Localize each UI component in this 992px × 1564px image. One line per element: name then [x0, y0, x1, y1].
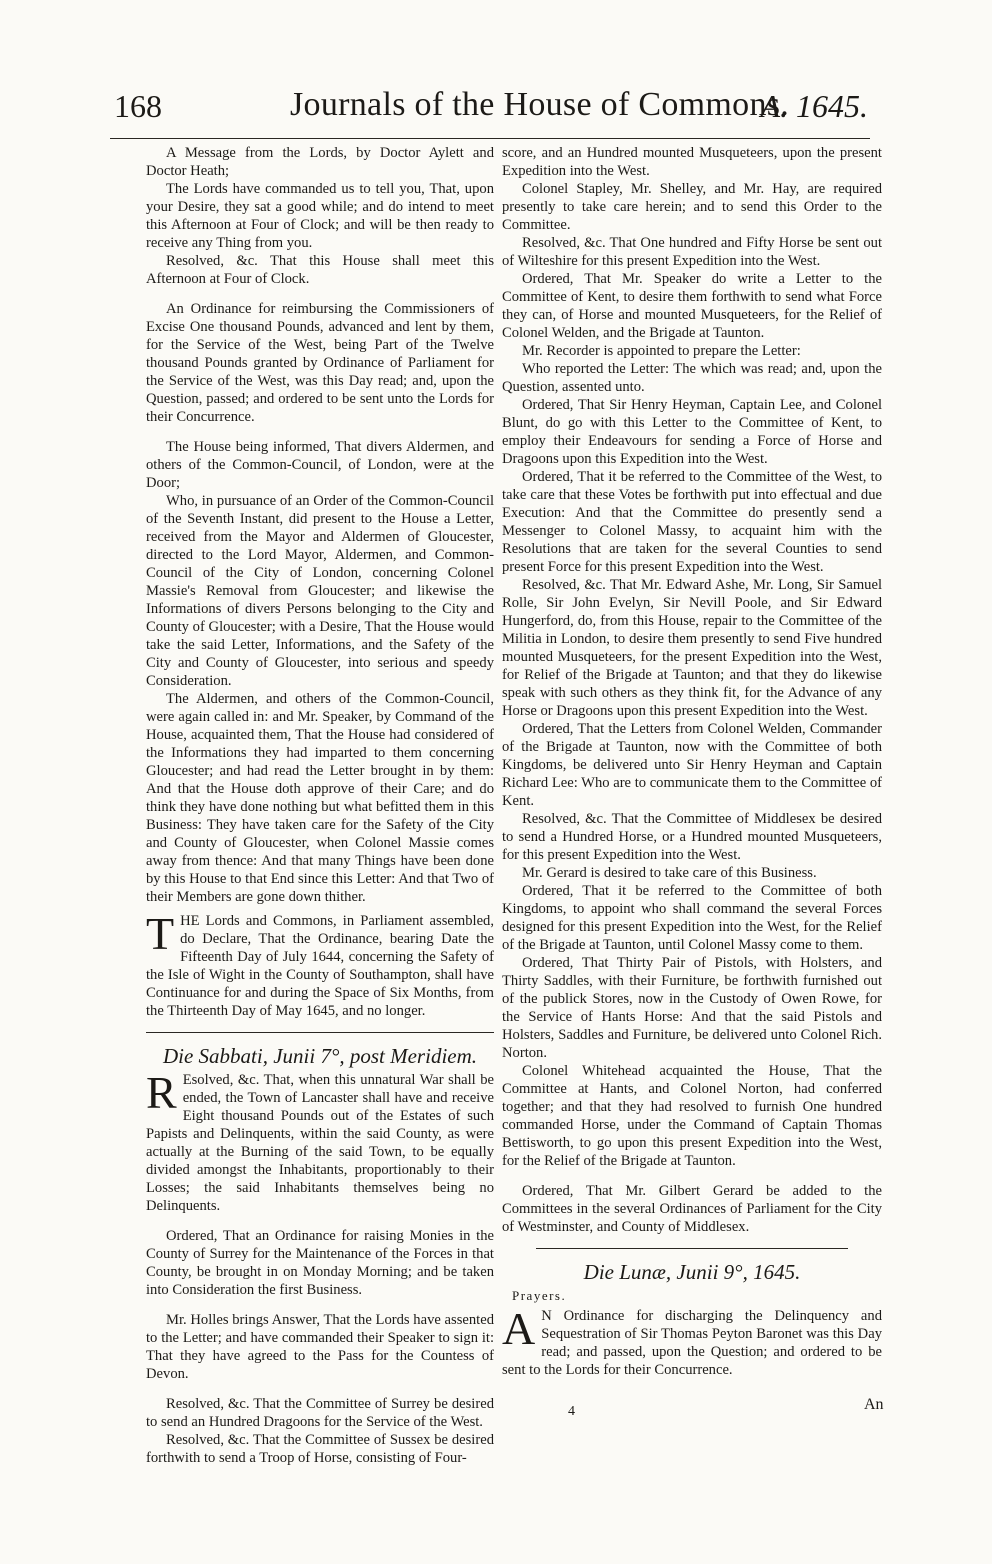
declaration-text: HE Lords and Commons, in Parliament assembled, do Declare, That the Ordinance, bearing Date the Fifteenth Day of July 1644, concerning the Safety of the Isle of Wight in the County of Southampton, shall have Continuance for and during the Space of Six Months, from the Thirteenth Day of May 1645, and no longer.	[146, 913, 494, 1019]
paragraph: Mr. Recorder is appointed to prepare the Letter:	[522, 343, 801, 359]
section-heading: Die Lunæ, Junii 9°, 1645.	[583, 1260, 801, 1284]
declaration-paragraph	[146, 908, 494, 1020]
paragraph: Ordered, That Mr. Speaker do write a Letter to the Committee of Kent, to desire them forthwith to send what Force they can, of Horse and mounted Musqueteers, for the Relief of Colonel Welden, and the Brigade at Taunton.	[502, 271, 882, 341]
paragraph: Ordered, That it be referred to the Committee of the West, to take care that these Votes be forthwith put into effectual and due Execution: And that the Committee do presently send a Messenger to Colonel Massy, to acquaint him with the Resolutions that are taken for the several Counties to send present Force for this present Expedition into the West.	[502, 469, 882, 575]
paragraph: The Aldermen, and others of the Common-Council, were again called in: and Mr. Speaker, by Command of the House, acquainted them, That the House had considered of the Informations they had imparted to them concerning Gloucester; and had read the Letter brought in by them: And that the House doth approve of their Care; and do think they have done nothing but what befitted them in this Business: They have taken care for the Safety of the City and County of Gloucester, when Colonel Massie comes away from thence: And that many Things have been done by this House to that End since this Letter: And that Two of their Members are gone down thither.	[146, 691, 494, 905]
paragraph: Ordered, That it be referred to the Committee of both Kingdoms, to appoint who shall command the several Forces designed for this present Expedition into the West, for the Relief of the Brigade at Taunton, until Colonel Massy come to them.	[502, 883, 882, 953]
drop-cap: R	[146, 1067, 177, 1118]
paragraph: Resolved, &c. That the Committee of Surrey be desired to send an Hundred Dragoons for the Service of the West.	[146, 1396, 494, 1430]
right-column	[502, 144, 882, 1379]
paragraph: Ordered, That Thirty Pair of Pistols, with Holsters, and Thirty Saddles, with their Furniture, be forthwith furnished out of the publick Stores, now in the Custody of Owen Rowe, for the Service of Hants Horse: And that the said Pistols and Holsters, Saddles and Furniture, be delivered unto Colonel Rich. Norton.	[502, 955, 882, 1061]
ordinance-text: N Ordinance for discharging the Delinquency and Sequestration of Sir Thomas Peyton Baronet was this Day read; and passed, upon the Question; and ordered to be sent to the Lords for their Concurrence.	[502, 1308, 882, 1378]
left-column	[146, 144, 494, 1467]
resolution-text: Esolved, &c. That, when this unnatural War shall be ended, the Town of Lancaster shall have and receive Eight thousand Pounds out of the Estates of such Papists and Delinquents, within the said County, as were actually at the Burning of the said Town, to be equally divided amongst the Inhabitants, proportionably to their Losses; the said Inhabitants themselves being no Delinquents.	[146, 1072, 494, 1214]
paragraph: Who, in pursuance of an Order of the Common-Council of the Seventh Instant, did present to the House a Letter, received from the Mayor and Aldermen of Gloucester, directed to the Lord Mayor, Aldermen, and Common-Council of the City of London, concerning Colonel Massie's Removal from Gloucester; and likewise the Informations of divers Persons belonging to the City and County of Gloucester; with a Desire, That the House would take the said Letter, Informations, and the Safety of the City and County of Gloucester, into serious and speedy Consideration.	[146, 493, 494, 689]
prayers-label: Prayers.	[512, 1288, 567, 1303]
ordinance-paragraph	[502, 1303, 882, 1379]
section-divider	[146, 1032, 494, 1033]
resolution-paragraph	[146, 1067, 494, 1215]
paragraph: Resolved, &c. That this House shall meet this Afternoon at Four of Clock.	[146, 253, 494, 287]
paragraph: Mr. Holles brings Answer, That the Lords have assented to the Letter; and have commanded their Speaker to sign it: That they have agreed to the Pass for the Countess of Devon.	[146, 1312, 494, 1382]
catchword: An	[864, 1396, 884, 1413]
paragraph: Resolved, &c. That One hundred and Fifty Horse be sent out of Wilteshire for this present Expedition into the West.	[502, 235, 882, 269]
paragraph: score, and an Hundred mounted Musqueteers, upon the present Expedition into the West.	[502, 145, 882, 179]
drop-cap: T	[146, 908, 175, 959]
paragraph: The House being informed, That divers Aldermen, and others of the Common-Council, of London, were at the Door;	[146, 439, 494, 491]
signature-mark: 4	[568, 1404, 575, 1419]
page-number: 168	[114, 88, 162, 124]
paragraph: The Lords have commanded us to tell you, That, upon your Desire, they sat a good while; and do intend to meet this Afternoon at Four of Clock; and will be then ready to receive any Thing from you.	[146, 181, 494, 251]
paragraph: Resolved, &c. That the Committee of Middlesex be desired to send a Hundred Horse, or a Hundred mounted Musqueteers, for this present Expedition into the West.	[502, 811, 882, 863]
paragraph: Resolved, &c. That Mr. Edward Ashe, Mr. Long, Sir Samuel Rolle, Sir John Evelyn, Sir Nevill Poole, and Sir Edward Hungerford, do, from this House, repair to the Committee of the Militia in London, to desire them presently to send Five hundred mounted Musqueteers, for the present Expedition into the West, for Relief of the Brigade at Taunton; and that they do likewise speak with such others as they think fit, for the Advance of any Horse or Dragoons upon this present Expedition into the West.	[502, 577, 882, 719]
drop-cap: A	[502, 1303, 536, 1354]
paragraph: A Message from the Lords, by Doctor Aylett and Doctor Heath;	[146, 145, 494, 179]
paragraph: Resolved, &c. That the Committee of Sussex be desired forthwith to send a Troop of Horse, consisting of Four-	[146, 1432, 494, 1466]
section-heading: Die Sabbati, Junii 7°, post Meridiem.	[162, 1044, 478, 1068]
running-title: Journals of the House of Commons.	[290, 86, 790, 123]
paragraph: Colonel Whitehead acquainted the House, That the Committee at Hants, and Colonel Norton, had conferred together; and that they had resolved to furnish One hundred commanded Horse, under the Command of Captain Thomas Bettisworth, to go upon this present Expedition into the West, for the Relief of the Brigade at Taunton.	[502, 1063, 882, 1169]
paragraph: Ordered, That Mr. Gilbert Gerard be added to the Committees in the several Ordinances of Parliament for the City of Westminster, and County of Middlesex.	[502, 1183, 882, 1235]
section-divider	[536, 1248, 848, 1249]
paragraph: Who reported the Letter: The which was read; and, upon the Question, assented unto.	[502, 361, 882, 395]
paragraph: Ordered, That Sir Henry Heyman, Captain Lee, and Colonel Blunt, do go with this Letter to the Committee of Kent, to employ their Endeavours for sending a Force of Horse and Dragoons upon this Expedition into the West.	[502, 397, 882, 467]
paragraph: Ordered, That an Ordinance for raising Monies in the County of Surrey for the Maintenance of the Forces in that County, be brought in on Monday Morning; and be taken into Consideration the first Business.	[146, 1228, 494, 1298]
running-year: A. 1645.	[760, 88, 868, 124]
paragraph: An Ordinance for reimbursing the Commissioners of Excise One thousand Pounds, advanced and lent by them, for the Service of the West, being Part of the Twelve thousand Pounds granted by Ordinance of Parliament for the Service of the West, was this Day read; and, upon the Question, passed; and ordered to be sent unto the Lords for their Concurrence.	[146, 301, 494, 425]
paragraph: Ordered, That the Letters from Colonel Welden, Commander of the Brigade at Taunton, now with the Committee of both Kingdoms, be delivered unto Sir Henry Heyman and Captain Richard Lee: Who are to communicate them to the Committee of Kent.	[502, 721, 882, 809]
paragraph: Mr. Gerard is desired to take care of this Business.	[522, 865, 817, 881]
paragraph: Colonel Stapley, Mr. Shelley, and Mr. Hay, are required presently to take care herein; and to send this Order to the Committee.	[502, 181, 882, 233]
page-header	[110, 78, 870, 139]
